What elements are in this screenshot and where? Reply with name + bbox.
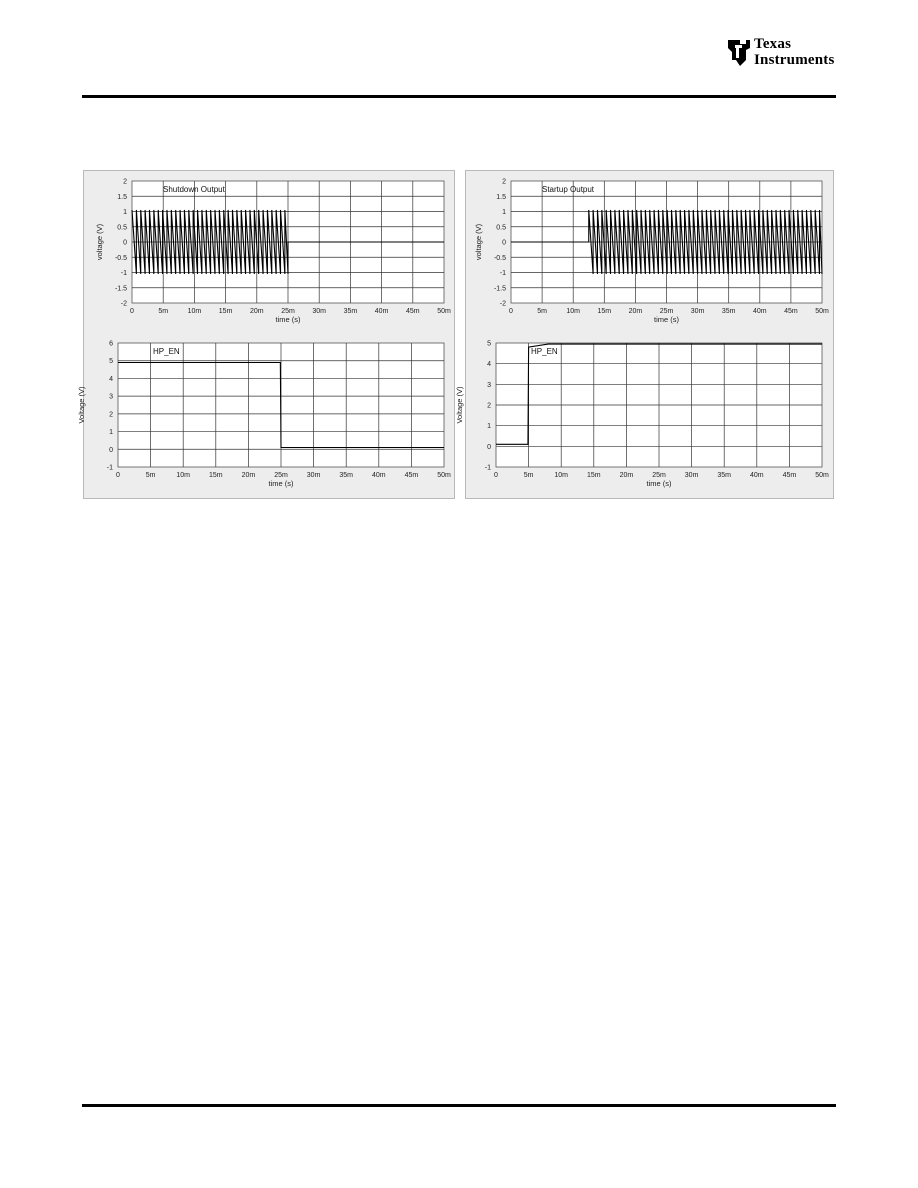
y-axis-label: voltage (V) [95,223,104,261]
x-tick-label: 10m [554,472,569,479]
shutdown-output-chart [84,171,454,331]
footer-rule [82,1104,836,1107]
x-tick-label: 0 [509,308,513,315]
x-tick-label: 25m [281,308,295,315]
x-axis-label: time (s) [275,315,301,324]
x-tick-label: 15m [586,472,601,479]
x-tick-label: 35m [343,308,358,315]
x-tick-label: 10m [187,308,202,315]
y-axis-label: Voltage (V) [455,386,464,424]
x-axis-label: time (s) [268,479,294,488]
x-tick-label: 15m [208,472,223,479]
chart-title-label: Shutdown Output [163,185,225,194]
x-tick-label: 30m [312,308,327,315]
startup-figure-panel [455,170,834,499]
x-tick-label: 45m [404,472,419,479]
startup-output-chart [466,171,833,331]
x-axis-label: time (s) [654,315,679,324]
y-tick-label: -1 [106,464,113,472]
y-tick-label: 1 [487,423,491,431]
x-tick-label: 50m [437,308,451,315]
x-tick-label: 45m [405,308,420,315]
y-tick-label: 6 [109,340,113,348]
ti-logo-icon [726,38,752,68]
y-tick-label: 2 [502,178,506,186]
y-tick-label: 1.5 [496,193,506,201]
x-tick-label: 30m [306,472,321,479]
x-tick-label: 10m [176,472,191,479]
x-tick-label: 50m [815,472,829,479]
y-tick-label: -0.5 [114,254,127,262]
startup-hp-en-chart [455,333,833,498]
x-tick-label: 5m [145,472,156,479]
y-tick-label: 4 [487,361,491,369]
x-tick-label: 25m [274,472,288,479]
x-tick-label: 35m [721,308,736,315]
x-tick-label: 40m [371,472,386,479]
y-tick-label: -1 [499,270,506,277]
x-tick-label: 5m [158,308,169,315]
x-tick-label: 5m [537,308,547,315]
x-tick-label: 20m [241,472,256,479]
y-tick-label: 2 [109,411,113,419]
x-tick-label: 5m [523,472,534,479]
x-tick-label: 45m [782,472,797,479]
x-tick-label: 0 [494,472,498,479]
header-rule [82,95,836,98]
y-tick-label: 5 [109,358,113,366]
shutdown-figure-panel [77,170,455,499]
y-tick-label: 0 [123,239,127,247]
logo-line-1: Texas [754,36,792,52]
x-tick-label: 15m [218,308,233,315]
y-tick-label: 0 [487,443,491,451]
y-tick-label: 5 [487,340,491,348]
x-tick-label: 25m [652,472,666,479]
chart-title-label: HP_EN [153,347,180,356]
x-tick-label: 25m [659,308,674,315]
x-tick-label: 40m [749,472,764,479]
y-tick-label: 1 [502,209,506,216]
y-tick-label: 1 [123,209,127,216]
y-tick-label: 0.5 [117,224,127,232]
y-tick-label: 2 [123,178,127,186]
y-tick-label: 0 [109,446,113,454]
x-tick-label: 10m [566,308,581,315]
x-tick-label: 45m [784,308,798,315]
y-tick-label: 2 [487,402,491,410]
y-tick-label: 3 [109,393,113,401]
x-tick-label: 35m [717,472,732,479]
x-tick-label: 30m [684,472,699,479]
x-axis-label: time (s) [646,479,672,488]
y-tick-label: 0 [502,239,506,247]
y-tick-label: 1 [109,429,113,437]
texas-instruments-logo [726,34,838,76]
x-tick-label: 20m [619,472,634,479]
chart-title-label: HP_EN [531,347,558,356]
y-tick-label: -1.5 [493,285,506,293]
y-tick-label: -1 [120,270,127,277]
y-tick-label: -2 [120,300,127,308]
y-tick-label: -0.5 [493,254,506,262]
x-tick-label: 35m [339,472,354,479]
x-tick-label: 40m [752,308,767,315]
y-tick-label: -1.5 [114,285,127,293]
x-tick-label: 15m [597,308,612,315]
x-tick-label: 0 [130,308,134,315]
x-tick-label: 50m [437,472,451,479]
logo-line-2: Instruments [754,52,835,68]
x-tick-label: 30m [690,308,705,315]
y-tick-label: 1.5 [117,193,127,201]
x-tick-label: 40m [374,308,389,315]
y-tick-label: -1 [484,464,491,472]
x-tick-label: 50m [815,308,829,315]
shutdown-hp-en-chart [77,333,454,498]
x-tick-label: 20m [628,308,643,315]
y-tick-label: 0.5 [496,224,506,232]
chart-title-label: Startup Output [542,185,595,194]
y-tick-label: 4 [109,375,113,383]
x-tick-label: 0 [116,472,120,479]
y-tick-label: 3 [487,381,491,389]
y-tick-label: -2 [499,300,506,308]
x-tick-label: 20m [249,308,264,315]
y-axis-label: Voltage (V) [77,386,86,424]
y-axis-label: voltage (V) [474,223,483,261]
